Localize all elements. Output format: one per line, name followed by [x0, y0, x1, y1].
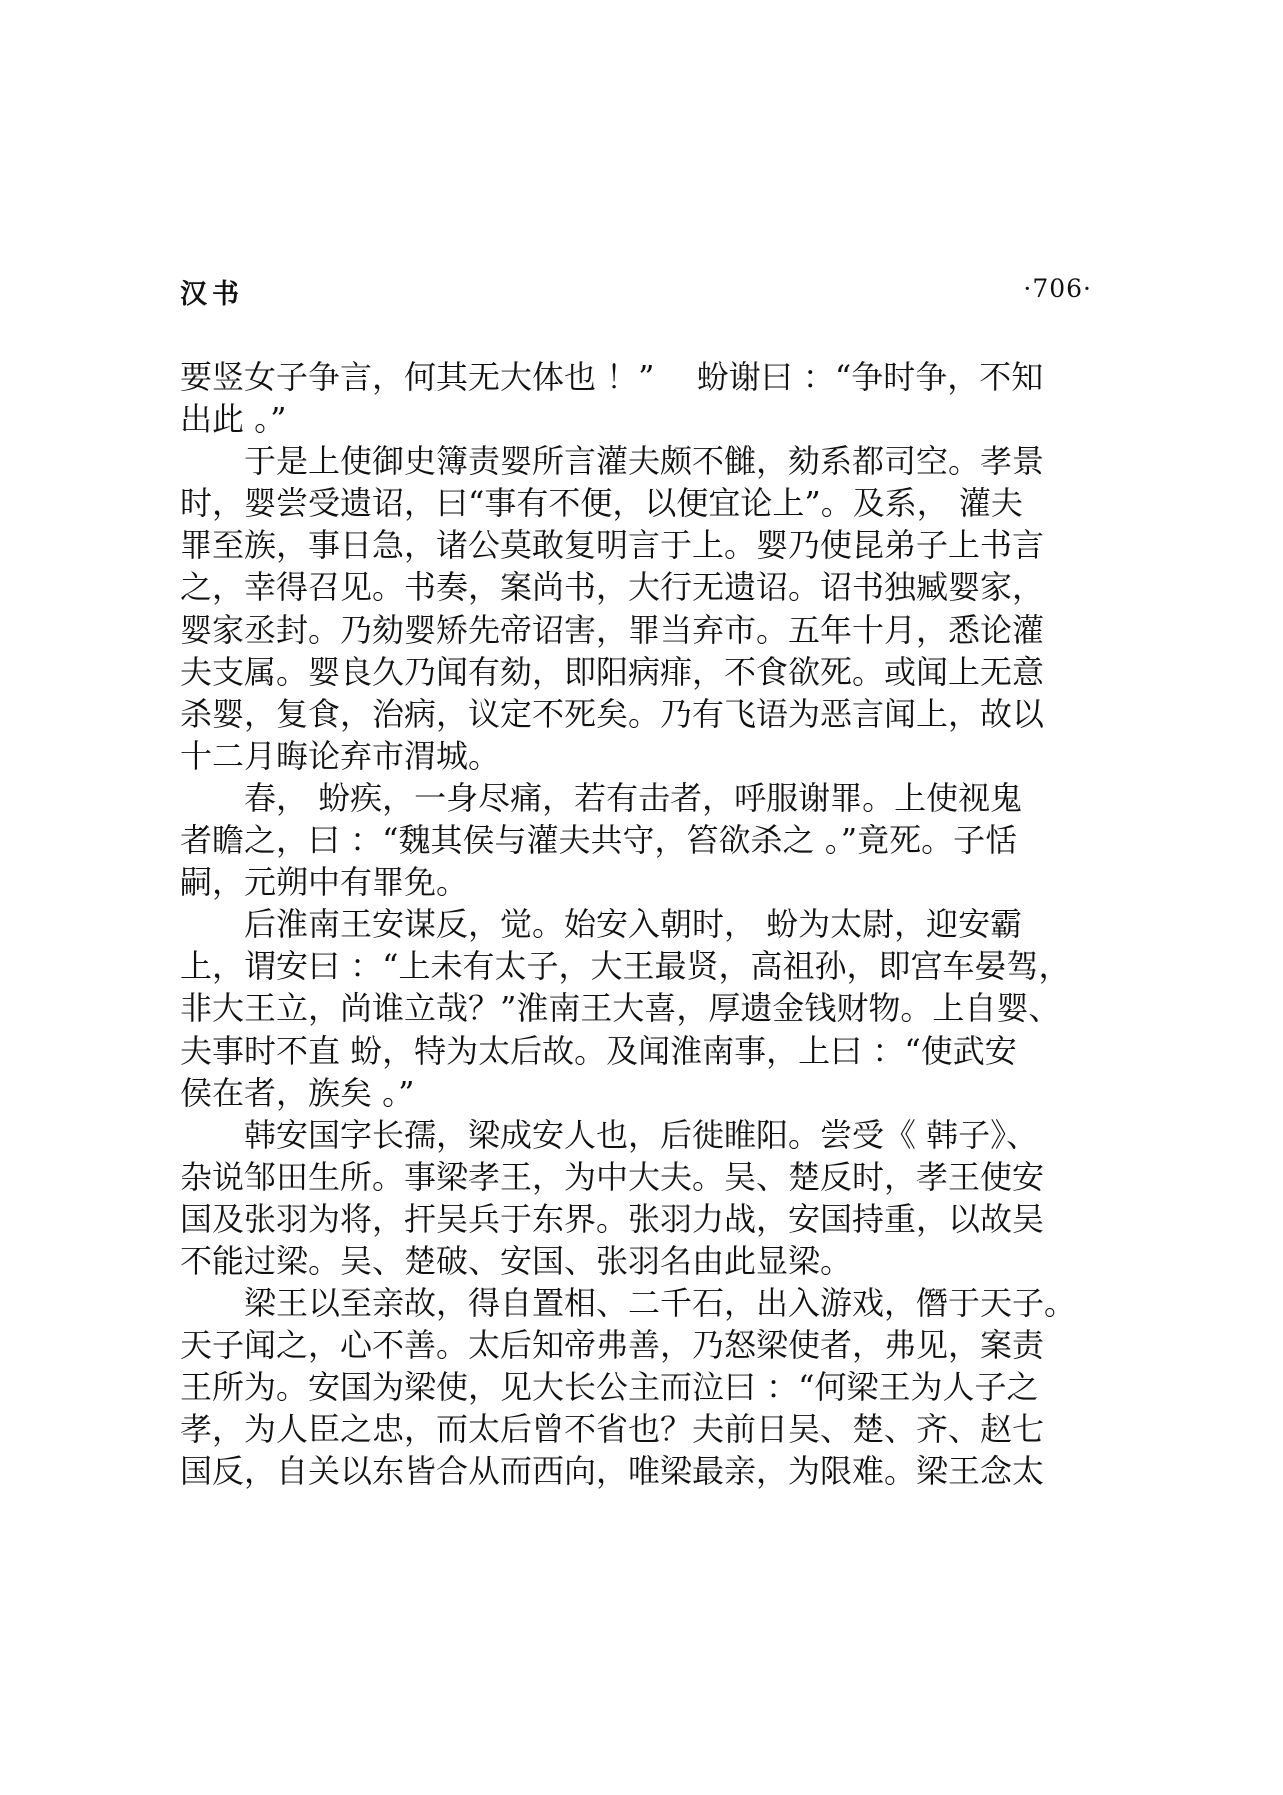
page-number: ·706· [1023, 274, 1092, 303]
text-line: 时，婴尝受遗诏，曰“事有不便，以便宜论上”。及系， 灌夫 [180, 484, 1023, 523]
book-title: 汉书 [180, 279, 244, 310]
body-text [180, 356, 1092, 1493]
text-line: 夫事时不直 蚡，特为太后故。及闻淮南事，上曰 ：“使武安 [180, 1031, 1017, 1070]
text-line: 梁王以至亲故，得自置相、二千石，出入游戏，僭于天子。 [180, 1284, 1077, 1323]
text-line: 者瞻之，曰 ：“魏其侯与灌夫共守，笞欲杀之 。”竟死。子恬 [180, 821, 1018, 860]
page-header [180, 272, 1092, 312]
text-line: 王所为。安国为梁使，见大长公主而泣曰 ：“何梁王为人子之 [180, 1368, 1039, 1407]
text-line: 非大王立，尚谁立哉？”淮南王大喜，厚遗金钱财物。上自婴、 [180, 989, 1061, 1028]
text-line: 罪至族，事日急，诸公莫敢复明言于上。婴乃使昆弟子上书言 [180, 526, 1045, 565]
text-line: 夫支属。婴良久乃闻有劾，即阳病痱，不食欲死。或闻上无意 [180, 652, 1045, 691]
text-line: 后淮南王安谋反，觉。始安入朝时， 蚡为太尉，迎安霸 [180, 905, 1023, 944]
text-line: 于是上使御史簿责婴所言灌夫颇不雠，劾系都司空。孝景 [180, 442, 1045, 481]
text-line: 十二月晦论弃市渭城。 [180, 736, 501, 775]
text-line: 国及张羽为将，扞吴兵于东界。张羽力战，安国持重，以故吴 [180, 1199, 1045, 1238]
text-line: 婴家丞封。乃劾婴矫先帝诏害，罪当弃市。五年十月，悉论灌 [180, 610, 1045, 649]
text-line: 杀婴，复食，治病，议定不死矣。乃有飞语为恶言闻上，故以 [180, 694, 1045, 733]
text-line: 杂说邹田生所。事梁孝王，为中大夫。吴、楚反时，孝王使安 [180, 1157, 1045, 1196]
text-line: 天子闻之，心不善。太后知帝弗善，乃怒梁使者，弗见，案责 [180, 1326, 1045, 1365]
text-line: 出此 。” [180, 400, 287, 439]
text-line: 上，谓安曰 ：“上未有太子，大王最贤，高祖孙，即宫车晏驾， [180, 947, 1071, 986]
text-line: 侯在者，族矣 。” [180, 1073, 415, 1112]
text-line: 春， 蚡疾，一身尽痛，若有击者，呼服谢罪。上使视鬼 [180, 778, 1023, 817]
text-line: 孝，为人臣之忠，而太后曾不省也？夫前日吴、楚、齐、赵七 [180, 1410, 1045, 1449]
text-line: 国反，自关以东皆合从而西向，唯梁最亲，为限难。梁王念太 [180, 1452, 1045, 1491]
text-line: 韩安国字长孺，梁成安人也，后徙睢阳。尝受《 韩子》、 [180, 1115, 1039, 1154]
text-line: 不能过梁。吴、楚破、安国、张羽名由此显梁。 [180, 1241, 853, 1280]
text-line: 嗣，元朔中有罪免。 [180, 863, 469, 902]
text-line: 之，幸得召见。书奏，案尚书，大行无遗诏。诏书独臧婴家， [180, 568, 1045, 607]
text-line: 要竖女子争言，何其无大体也 ！” 蚡谢曰 ：“争时争，不知 [180, 358, 1044, 396]
